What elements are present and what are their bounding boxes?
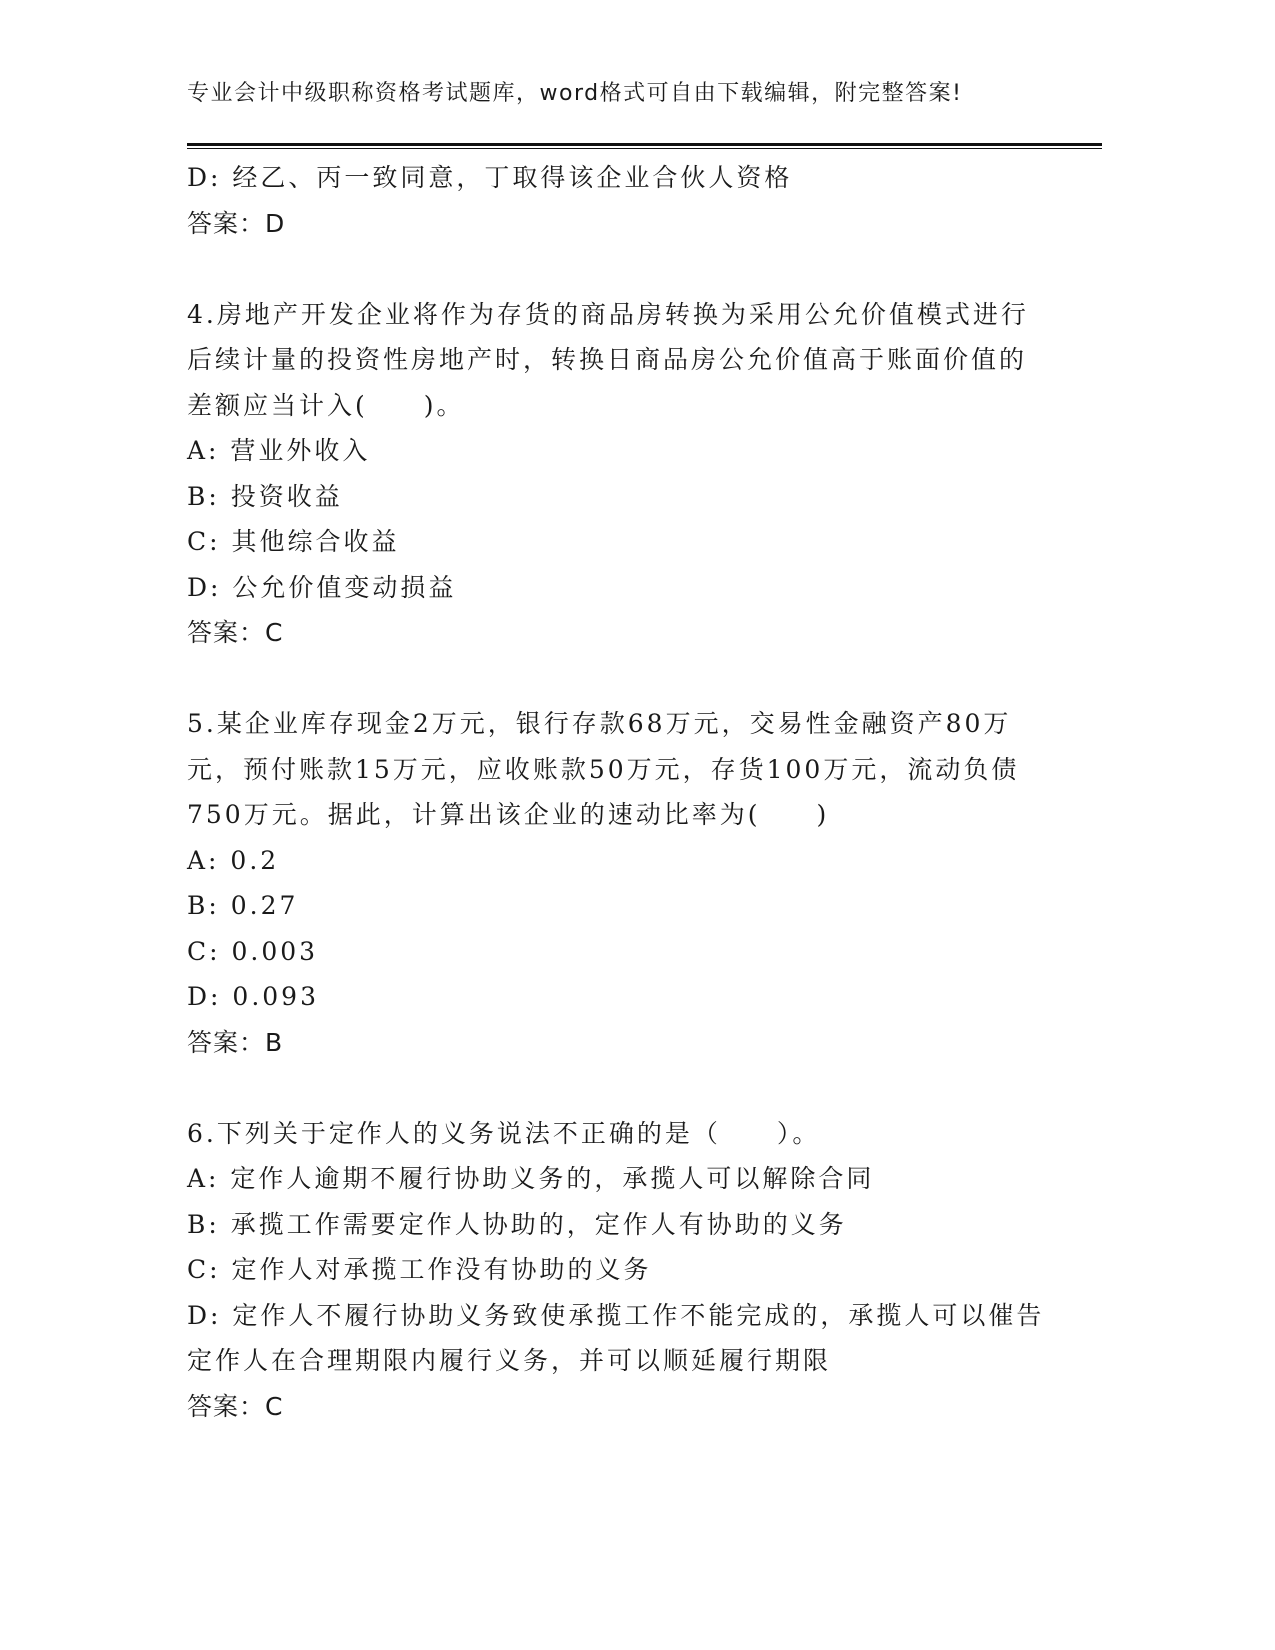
option-d: D: 定作人不履行协助义务致使承揽工作不能完成的，承揽人可以催告	[187, 1300, 1045, 1330]
question-stem: 4.房地产开发企业将作为存货的商品房转换为采用公允价值模式进行	[187, 299, 1029, 329]
document-body	[187, 155, 1047, 1429]
question-4	[187, 292, 1047, 656]
answer-line: 答案：D	[187, 208, 286, 238]
option-d: D: 0.093	[187, 982, 319, 1011]
option-b: B: 投资收益	[187, 481, 343, 511]
option-a: A: 定作人逾期不履行协助义务的，承揽人可以解除合同	[187, 1164, 875, 1193]
page-header: 专业会计中级职称资格考试题库，word格式可自由下载编辑，附完整答案!	[187, 81, 963, 106]
option-d: D: 经乙、丙一致同意，丁取得该企业合伙人资格	[187, 163, 793, 192]
spacer	[187, 1065, 1047, 1111]
option-a: A: 0.2	[187, 845, 280, 875]
question-stem: 元，预付账款15万元，应收账款50万元，存货100万元，流动负债	[187, 754, 1020, 784]
question-stem: 差额应当计入( )。	[187, 390, 465, 420]
option-c: C: 0.003	[187, 936, 319, 966]
option-b: B: 承揽工作需要定作人协助的，定作人有协助的义务	[187, 1209, 847, 1239]
answer-line: 答案：C	[187, 1391, 284, 1421]
question-stem: 6.下列关于定作人的义务说法不正确的是（ ）。	[187, 1118, 821, 1148]
option-c: C: 其他综合收益	[187, 527, 400, 556]
option-d: D: 公允价值变动损益	[187, 572, 457, 602]
option-c: C: 定作人对承揽工作没有协助的义务	[187, 1255, 652, 1284]
question-stem: 后续计量的投资性房地产时，转换日商品房公允价值高于账面价值的	[187, 345, 1028, 374]
spacer	[187, 246, 1047, 292]
question-6	[187, 1111, 1047, 1430]
answer-line: 答案：B	[187, 1027, 284, 1057]
previous-question-tail	[187, 155, 1047, 246]
question-stem: 5.某企业库存现金2万元，银行存款68万元，交易性金融资产80万	[187, 709, 1012, 738]
header-divider	[187, 143, 1102, 149]
question-stem: 750万元。据此，计算出该企业的速动比率为( )	[187, 800, 830, 829]
option-d-continued: 定作人在合理期限内履行义务，并可以顺延履行期限	[187, 1346, 832, 1375]
question-5	[187, 701, 1047, 1065]
option-a: A: 营业外收入	[187, 436, 371, 465]
option-b: B: 0.27	[187, 891, 299, 920]
answer-line: 答案：C	[187, 618, 284, 647]
spacer	[187, 656, 1047, 702]
